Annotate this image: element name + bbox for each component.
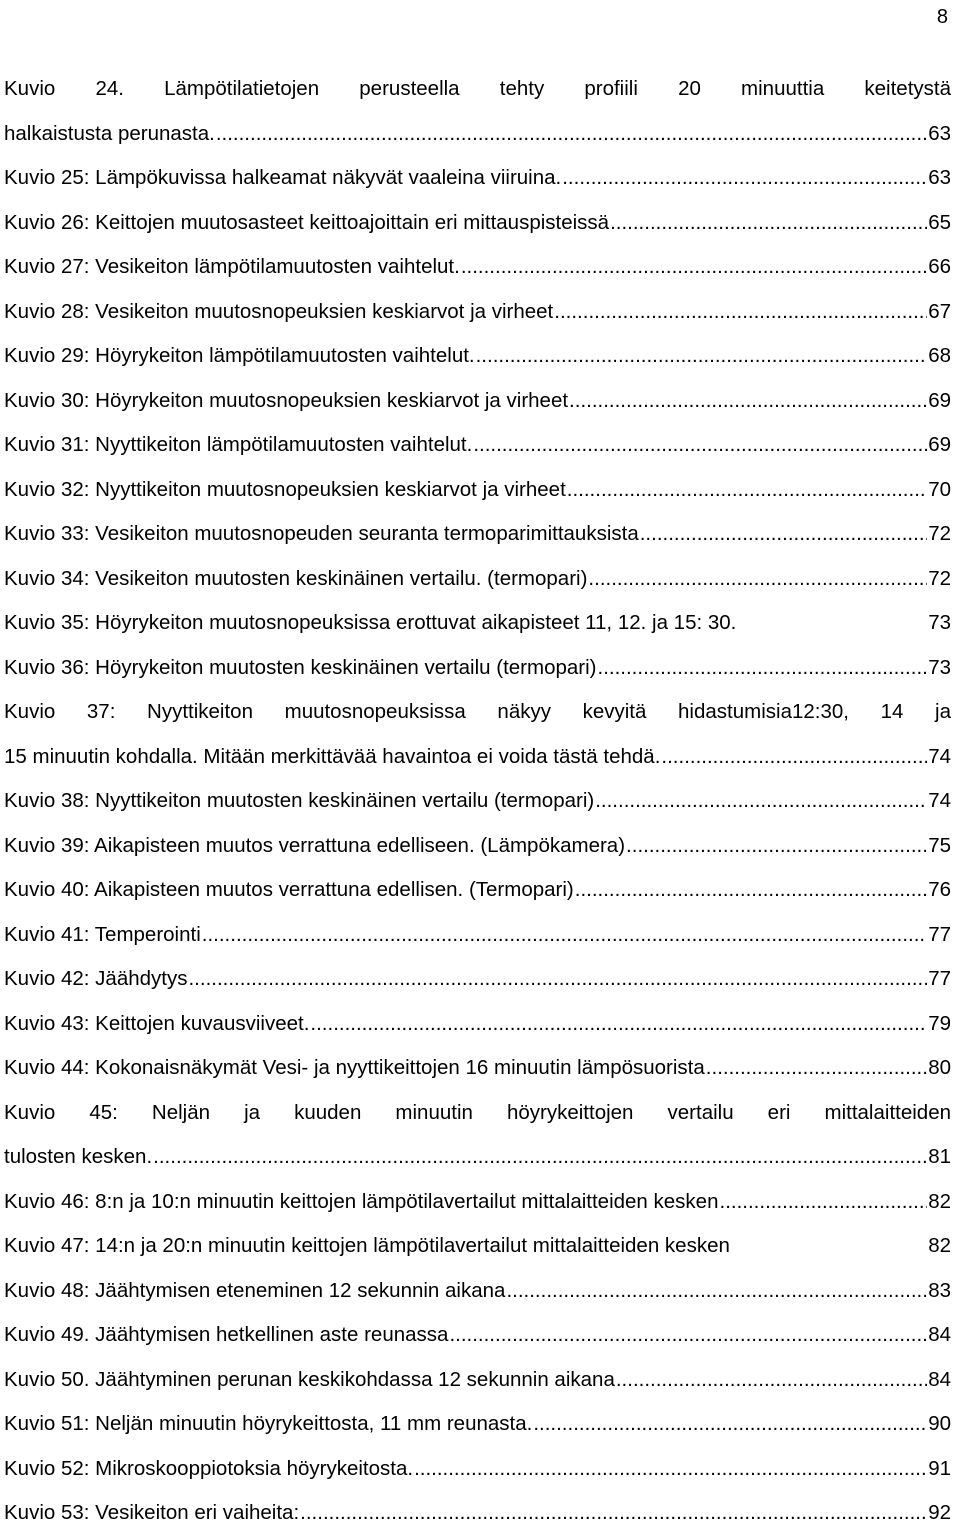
dot-leader (310, 1002, 927, 1047)
toc-entry[interactable] (4, 1269, 951, 1314)
toc-entry-title: Kuvio 38: Nyyttikeiton muutosten keskinäinen vertailu (termopari) (4, 789, 595, 812)
toc-entry-page-number: 63 (928, 121, 951, 145)
toc-entry-page-number: 80 (928, 1056, 951, 1079)
toc-entry[interactable] (4, 1491, 951, 1536)
toc-entry-page-number: 84 (928, 1323, 951, 1346)
toc-entry-page-number: 68 (928, 344, 951, 367)
dot-leader (153, 1135, 927, 1180)
dot-leader (202, 913, 927, 958)
toc-entry-page-number: 72 (928, 566, 951, 590)
toc-entry-title: Kuvio 26: Keittojen muutosasteet keittoajoittain eri mittauspisteissä (4, 210, 610, 234)
dot-leader (720, 1180, 928, 1225)
toc-entry-page-number: 63 (928, 166, 951, 189)
dot-leader (473, 423, 927, 468)
toc-entry[interactable] (4, 334, 951, 379)
toc-entry[interactable] (4, 1358, 951, 1403)
dot-leader (640, 512, 927, 557)
toc-entry-title: Kuvio 28: Vesikeiton muutosnopeuksien keskiarvot ja virheet (4, 299, 554, 323)
dot-leader (476, 334, 928, 379)
toc-entry[interactable] (4, 557, 951, 602)
toc-entry-page-number: 82 (928, 1234, 951, 1257)
page-number: 8 (936, 6, 948, 28)
dot-leader (188, 957, 927, 1002)
toc-entry-page-number: 81 (928, 1145, 951, 1168)
toc-entry[interactable] (4, 1180, 951, 1225)
toc-entry-title: Kuvio 41: Temperointi (4, 922, 201, 946)
toc-entry-title: Kuvio 44: Kokonaisnäkymät Vesi- ja nyyttikeittojen 16 minuutin lämpösuorista (4, 1056, 705, 1079)
toc-entry[interactable] (4, 201, 951, 246)
toc-entry-title: Kuvio 39: Aikapisteen muutos verrattuna edelliseen. (Lämpökamera) (4, 833, 626, 857)
toc-entry[interactable] (4, 1135, 951, 1180)
toc-entry[interactable] (4, 423, 951, 468)
toc-entry-title: 15 minuutin kohdalla. Mitään merkittävää havaintoa ei voida tästä tehdä. (4, 744, 661, 768)
dot-leader (300, 1491, 927, 1536)
toc-entry-title: Kuvio 47: 14:n ja 20:n minuutin keittojen lämpötilavertailut mittalaitteiden kesken (4, 1234, 730, 1257)
toc-entry[interactable] (4, 824, 951, 869)
toc-entry-page-number: 92 (928, 1501, 951, 1524)
dot-leader (414, 1447, 927, 1492)
toc-entry[interactable] (4, 735, 951, 780)
toc-entry-page-number: 83 (928, 1278, 951, 1302)
toc-entry-title: Kuvio 35: Höyrykeiton muutosnopeuksissa erottuvat aikapisteet 11, 12. ja 15: 30. (4, 611, 737, 634)
toc-entry[interactable] (4, 1046, 951, 1091)
dot-leader (588, 557, 927, 602)
toc-entry[interactable] (4, 468, 951, 513)
toc-entry-page-number: 84 (928, 1367, 951, 1391)
toc-entry-page-number: 74 (928, 744, 951, 768)
toc-entry-page-number: 74 (928, 789, 951, 812)
toc-entry-title: Kuvio 25: Lämpökuvissa halkeamat näkyvät vaaleina viiruina. (4, 166, 562, 189)
toc-entry-title: Kuvio 32: Nyyttikeiton muutosnopeuksien keskiarvot ja virheet (4, 477, 566, 501)
toc-entry-title: Kuvio 30: Höyrykeiton muutosnopeuksien keskiarvot ja virheet (4, 388, 569, 412)
toc-entry[interactable] (4, 379, 951, 424)
toc-entry-page-number: 70 (928, 477, 951, 501)
toc-entry[interactable] (4, 913, 951, 958)
toc-entry-title: tulosten kesken. (4, 1145, 153, 1168)
dot-leader (595, 779, 927, 824)
toc-entry[interactable] (4, 112, 951, 157)
toc-entry-title: Kuvio 50. Jäähtyminen perunan keskikohdassa 12 sekunnin aikana (4, 1367, 615, 1391)
dot-leader (506, 1269, 927, 1314)
toc-entry[interactable] (4, 779, 951, 824)
dot-leader (569, 379, 927, 424)
dot-leader (567, 468, 927, 513)
toc-entry-page-number: 69 (928, 433, 951, 456)
toc-entry-title: Kuvio 48: Jäähtymisen eteneminen 12 sekunnin aikana (4, 1278, 506, 1302)
toc-entry-page-number: 72 (928, 522, 951, 545)
toc-entry-title: Kuvio 37: Nyyttikeiton muutosnopeuksissa näkyy kevyitä hidastumisia12:30, 14 ja (4, 700, 951, 723)
toc-entry[interactable] (4, 1313, 951, 1358)
toc-entry-page-number: 66 (928, 255, 951, 278)
toc-entry-page-number: 69 (928, 388, 951, 412)
dot-leader (610, 201, 927, 246)
toc-entry-page-number: 82 (928, 1189, 951, 1213)
dot-leader (533, 1402, 927, 1447)
toc-entry-page-number: 90 (928, 1412, 951, 1435)
toc-entry-page-number: 79 (928, 1011, 951, 1035)
toc-entry-page-number: 91 (928, 1456, 951, 1480)
toc-entry[interactable] (4, 1447, 951, 1492)
toc-entry-title: Kuvio 34: Vesikeiton muutosten keskinäinen vertailu. (termopari) (4, 566, 588, 590)
toc-entry-page-number: 77 (928, 922, 951, 946)
toc-entry-page-number: 75 (928, 833, 951, 857)
dot-leader (216, 112, 927, 157)
toc-entry-title: Kuvio 46: 8:n ja 10:n minuutin keittojen lämpötilavertailut mittalaitteiden kesken (4, 1189, 719, 1213)
toc-entry-title: Kuvio 52: Mikroskooppiotoksia höyrykeitosta. (4, 1456, 414, 1480)
toc-entry-title: Kuvio 53: Vesikeiton eri vaiheita: (4, 1501, 300, 1524)
toc-entry-title: Kuvio 27: Vesikeiton lämpötilamuutosten vaihtelut. (4, 255, 460, 278)
dot-leader (661, 735, 927, 780)
toc-entry-title: Kuvio 29: Höyrykeiton lämpötilamuutosten vaihtelut. (4, 344, 475, 367)
toc-entry-title: Kuvio 40: Aikapisteen muutos verrattuna edellisen. (Termopari) (4, 878, 574, 901)
toc-entry-title: Kuvio 33: Vesikeiton muutosnopeuden seuranta termoparimittauksista (4, 522, 639, 545)
toc-entry-title: Kuvio 42: Jäähdytys (4, 967, 188, 990)
toc-entry[interactable] (4, 646, 951, 691)
toc-entry-title: Kuvio 31: Nyyttikeiton lämpötilamuutosten vaihtelut. (4, 433, 473, 456)
dot-leader (461, 245, 927, 290)
toc-entry[interactable] (4, 1402, 951, 1447)
toc-entry-page-number: 76 (928, 878, 951, 901)
toc-entry-title: Kuvio 45: Neljän ja kuuden minuutin höyrykeittojen vertailu eri mittalaitteiden (4, 1100, 951, 1124)
toc-entry[interactable] (4, 1224, 951, 1269)
toc-entry[interactable] (4, 690, 951, 735)
toc-entry[interactable] (4, 957, 951, 1002)
dot-leader (706, 1046, 927, 1091)
dot-leader (562, 156, 927, 201)
toc-entry[interactable] (4, 156, 951, 201)
toc-entry[interactable] (4, 512, 951, 557)
dot-leader (554, 290, 927, 335)
dot-leader (575, 868, 927, 913)
toc-entry-page-number: 73 (928, 655, 951, 679)
dot-leader (626, 824, 927, 869)
toc-entry-title: halkaistusta perunasta. (4, 121, 215, 145)
toc-entry[interactable] (4, 245, 951, 290)
toc-entry-page-number: 77 (928, 967, 951, 990)
toc-entry-title: Kuvio 24. Lämpötilatietojen perusteella tehty profiili 20 minuuttia keitetystä (4, 77, 951, 100)
toc-entry-page-number: 67 (928, 299, 951, 323)
list-of-figures (4, 67, 951, 1536)
toc-entry[interactable] (4, 1091, 951, 1136)
toc-entry-title: Kuvio 51: Neljän minuutin höyrykeittosta, 11 mm reunasta. (4, 1412, 533, 1435)
dot-leader (449, 1313, 927, 1358)
toc-entry-title: Kuvio 49. Jäähtymisen hetkellinen aste reunassa (4, 1323, 449, 1346)
toc-entry-title: Kuvio 43: Keittojen kuvausviiveet. (4, 1011, 310, 1035)
toc-entry[interactable] (4, 868, 951, 913)
toc-entry-title: Kuvio 36: Höyrykeiton muutosten keskinäinen vertailu (termopari) (4, 655, 597, 679)
toc-entry-page-number: 65 (928, 210, 951, 234)
toc-entry-page-number: 73 (928, 611, 951, 634)
toc-entry[interactable] (4, 601, 951, 646)
dot-leader (598, 646, 928, 691)
dot-leader (616, 1358, 927, 1403)
toc-entry[interactable] (4, 290, 951, 335)
toc-entry[interactable] (4, 1002, 951, 1047)
toc-entry[interactable] (4, 67, 951, 112)
